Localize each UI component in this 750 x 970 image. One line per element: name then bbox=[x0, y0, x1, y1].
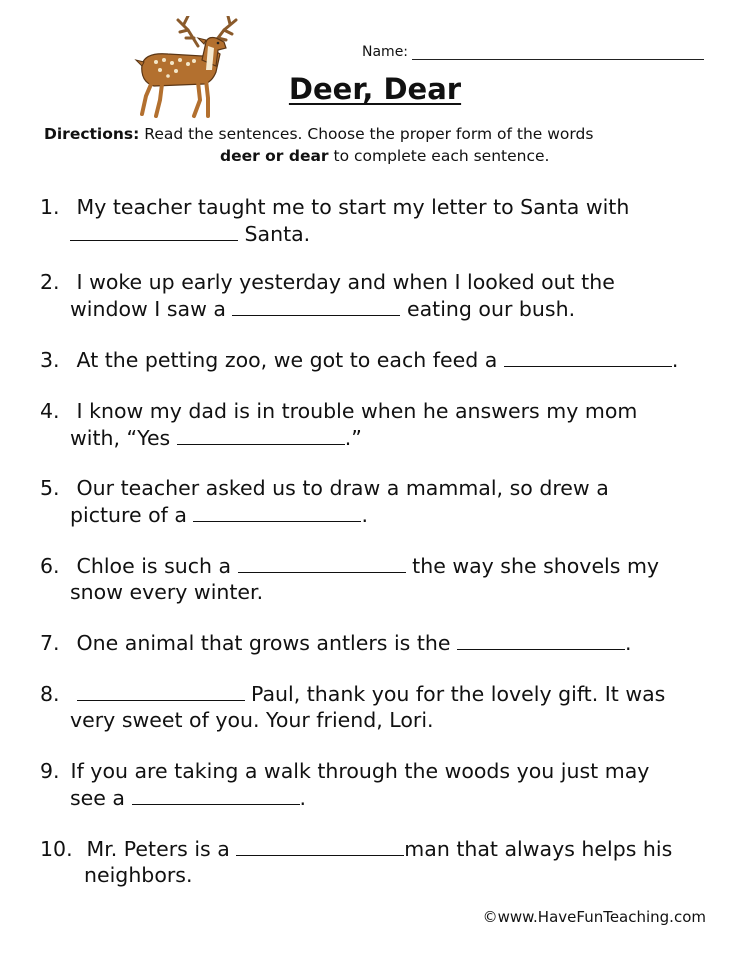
question-text: window I saw a bbox=[70, 297, 233, 321]
directions-text-1: Read the sentences. Choose the proper form of the words bbox=[139, 125, 594, 143]
question-text: . bbox=[625, 631, 632, 655]
question-text: Paul, thank you for the lovely gift. It was bbox=[244, 682, 666, 706]
question-text: eating our bush. bbox=[400, 297, 576, 321]
deer-eye bbox=[217, 42, 220, 45]
question-text: man that always helps his bbox=[404, 837, 673, 861]
directions-label: Directions: bbox=[44, 125, 140, 143]
question-4 bbox=[40, 398, 700, 451]
question-number: 5. bbox=[40, 476, 60, 500]
question-text: . bbox=[299, 786, 307, 810]
question-number: 8. bbox=[40, 682, 60, 706]
question-1 bbox=[40, 194, 700, 247]
question-number: 3. bbox=[40, 348, 60, 372]
question-text: with, “Yes bbox=[70, 426, 177, 450]
question-text: very sweet of you. Your friend, Lori. bbox=[70, 708, 434, 732]
question-text: Our teacher asked us to draw a mammal, so drew a bbox=[76, 476, 609, 500]
directions bbox=[44, 123, 704, 167]
question-text: If you are taking a walk through the woods you just may bbox=[70, 759, 650, 783]
question-text: neighbors. bbox=[84, 863, 193, 887]
question-8 bbox=[40, 680, 700, 733]
question-10 bbox=[40, 835, 700, 888]
name-input-line[interactable] bbox=[412, 45, 704, 60]
question-6 bbox=[40, 552, 700, 605]
question-number: 7. bbox=[40, 631, 60, 655]
question-text: Chloe is such a bbox=[76, 554, 238, 578]
question-number: 2. bbox=[40, 270, 60, 294]
question-text: the way she shovels my bbox=[405, 554, 660, 578]
question-text: Santa. bbox=[238, 222, 311, 246]
question-text: .” bbox=[344, 426, 362, 450]
name-field bbox=[362, 44, 704, 60]
question-text: My teacher taught me to start my letter to Santa with bbox=[76, 195, 630, 219]
question-9 bbox=[40, 758, 700, 811]
answer-blank[interactable] bbox=[177, 424, 345, 445]
question-text: . bbox=[671, 348, 679, 372]
question-text: I woke up early yesterday and when I looked out the bbox=[76, 270, 615, 294]
answer-blank[interactable] bbox=[77, 680, 245, 701]
question-5 bbox=[40, 475, 700, 528]
question-text: Mr. Peters is a bbox=[86, 837, 237, 861]
question-text: At the petting zoo, we got to each feed a bbox=[76, 348, 504, 372]
answer-blank[interactable] bbox=[232, 295, 400, 316]
question-number: 4. bbox=[40, 399, 60, 423]
deer-ear bbox=[198, 38, 206, 44]
question-number: 6. bbox=[40, 554, 60, 578]
answer-blank[interactable] bbox=[457, 629, 625, 650]
question-number: 10. bbox=[40, 837, 73, 861]
question-text: snow every winter. bbox=[70, 580, 264, 604]
question-3 bbox=[40, 346, 700, 373]
question-text: see a bbox=[70, 786, 132, 810]
question-text: picture of a bbox=[70, 503, 194, 527]
copyright-footer: ©www.HaveFunTeaching.com bbox=[482, 908, 706, 926]
directions-words: deer or dear bbox=[220, 147, 329, 165]
answer-blank[interactable] bbox=[193, 501, 361, 522]
question-text: I know my dad is in trouble when he answers my mom bbox=[76, 399, 638, 423]
directions-text-2: to complete each sentence. bbox=[328, 147, 550, 165]
question-7 bbox=[40, 629, 700, 656]
question-2 bbox=[40, 269, 700, 322]
question-text: One animal that grows antlers is the bbox=[76, 631, 458, 655]
question-text: . bbox=[361, 503, 369, 527]
answer-blank[interactable] bbox=[238, 552, 406, 573]
answer-blank[interactable] bbox=[70, 220, 238, 241]
question-number: 1. bbox=[40, 195, 60, 219]
name-label: Name: bbox=[362, 44, 409, 60]
answer-blank[interactable] bbox=[132, 784, 300, 805]
question-number: 9. bbox=[40, 759, 60, 783]
worksheet-title: Deer, Dear bbox=[288, 72, 462, 106]
answer-blank[interactable] bbox=[236, 835, 404, 856]
answer-blank[interactable] bbox=[504, 346, 672, 367]
